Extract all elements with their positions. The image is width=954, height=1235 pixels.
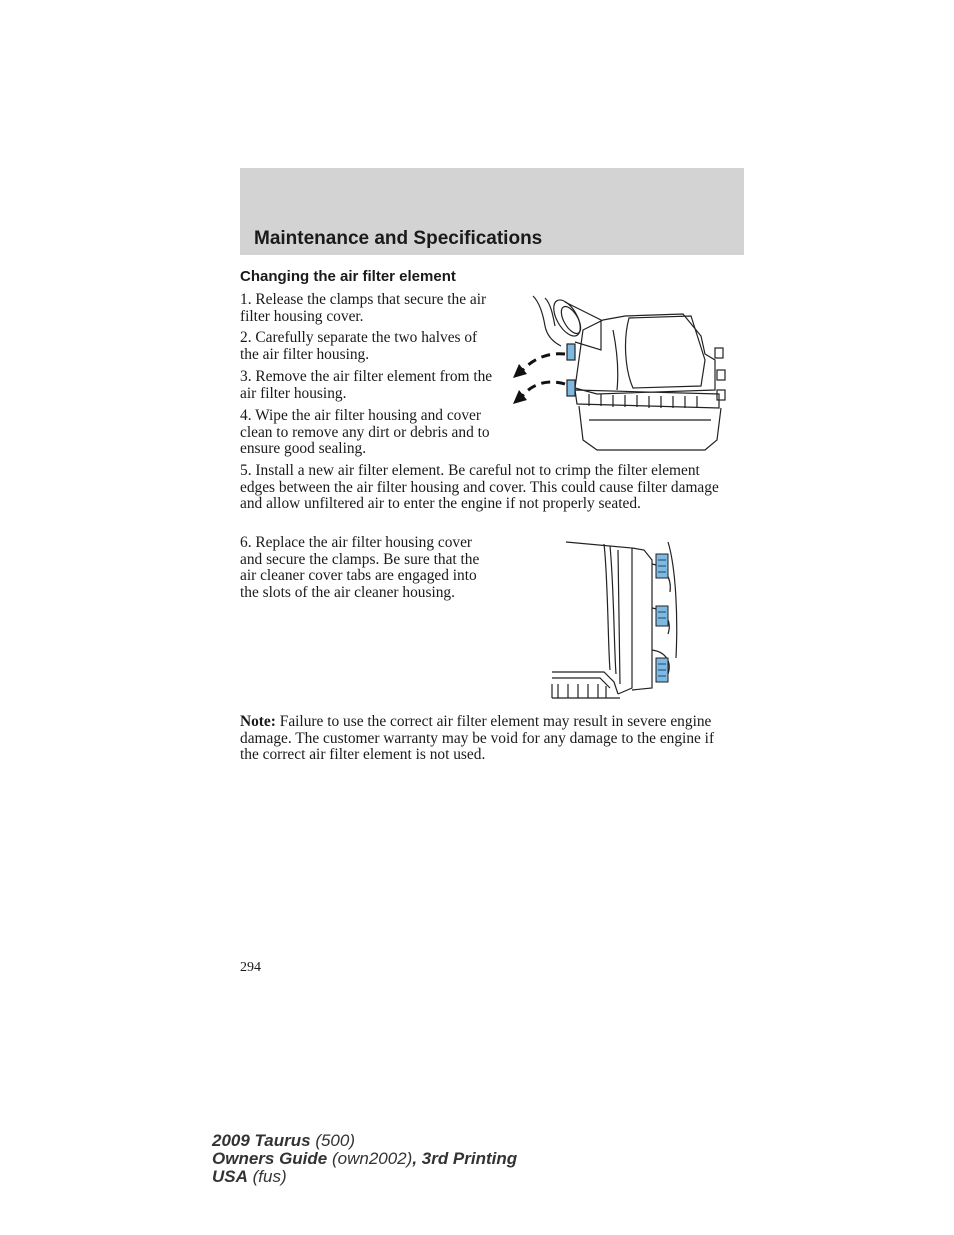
section-title: Maintenance and Specifications (254, 228, 543, 249)
step-6: 6. Replace the air filter housing cover and secure the clamps. Be sure that the air cleaner cover tabs are engaged into the slots of the air cleaner housing. (240, 534, 480, 601)
step-4: 4. Wipe the air filter housing and cover clean to remove any dirt or debris and to ensure good sealing. (240, 407, 490, 457)
footer-line-3 (212, 1168, 517, 1186)
subheading: Changing the air filter element (240, 268, 456, 285)
footer-printing: , 3rd Printing (412, 1149, 518, 1168)
footer-line-1 (212, 1132, 517, 1150)
page-number: 294 (240, 960, 261, 975)
step-2: 2. Carefully separate the two halves of the air filter housing. (240, 329, 478, 363)
note (240, 714, 735, 764)
footer (212, 1132, 517, 1186)
footer-region: USA (212, 1167, 248, 1186)
step-1: 1. Release the clamps that secure the air filter housing cover. (240, 291, 487, 325)
note-label: Note: (240, 713, 276, 730)
step-5: 5. Install a new air filter element. Be careful not to crimp the filter element edges between the air filter housing and cover. This could cause filter damage and allow unfiltered air to enter the engine if not properly seated. (240, 462, 719, 512)
footer-guide-code: (own2002) (327, 1149, 413, 1168)
footer-line-2 (212, 1150, 517, 1168)
air-filter-housing-illustration (505, 290, 735, 458)
air-cleaner-cover-tabs-illustration (548, 538, 680, 700)
footer-model: 2009 Taurus (212, 1131, 311, 1150)
footer-region-code: (fus) (247, 1167, 287, 1186)
note-text: Failure to use the correct air filter element may result in severe engine damage. The customer warranty may be void for any damage to the engine if the correct air filter element is not used. (240, 713, 715, 763)
step-3: 3. Remove the air filter element from the air filter housing. (240, 368, 493, 402)
footer-model-code: (500) (310, 1131, 356, 1150)
footer-guide: Owners Guide (212, 1149, 328, 1168)
